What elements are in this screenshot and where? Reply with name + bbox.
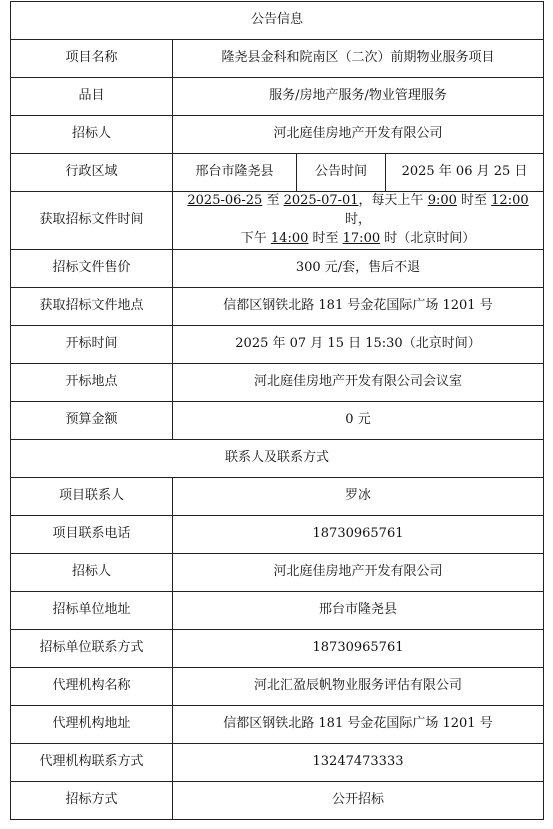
doc-text-am-end: 时，: [345, 211, 372, 227]
doc-pm-end: 17:00: [342, 230, 381, 246]
table-row: [11, 192, 544, 250]
doc-text-pm: 下午: [240, 230, 271, 246]
label-region: 行政区域: [11, 154, 173, 192]
label-contact-tenderer: 招标人: [11, 553, 173, 591]
label-agency-contact: 代理机构联系方式: [11, 743, 173, 781]
label-opening-location: 开标地点: [11, 363, 173, 401]
value-agency-contact: 13247473333: [173, 743, 544, 781]
label-doc-time: 获取招标文件时间: [11, 192, 173, 250]
value-opening-time: 2025 年 07 月 15 日 15:30（北京时间）: [173, 325, 544, 363]
value-category: 服务/房地产服务/物业管理服务: [173, 78, 544, 116]
label-project-contact: 项目联系人: [11, 477, 173, 515]
value-region: 邢台市隆尧县: [173, 154, 297, 192]
label-agency-address: 代理机构地址: [11, 705, 173, 743]
doc-time-line-2: [241, 231, 475, 246]
value-opening-location: 河北庭佳房地产开发有限公司会议室: [173, 363, 544, 401]
table-row: [11, 287, 544, 325]
label-project-phone: 项目联系电话: [11, 515, 173, 553]
value-agency-address: 信都区钢铁北路 181 号金花国际广场 1201 号: [173, 705, 544, 743]
label-tenderer: 招标人: [11, 116, 173, 154]
table-row: [11, 2, 544, 40]
table-row: [11, 515, 544, 553]
doc-date-from: 2025-06-25: [187, 193, 263, 208]
value-bid-method: 公开招标: [173, 781, 544, 819]
table-row: [11, 363, 544, 401]
table-row: [11, 40, 544, 78]
value-project-name: 隆尧县金科和院南区（二次）前期物业服务项目: [173, 40, 544, 78]
table-row: [11, 116, 544, 154]
value-project-contact: 罗冰: [173, 477, 544, 515]
label-tenderer-contact: 招标单位联系方式: [11, 629, 173, 667]
table-row: [11, 781, 544, 819]
table-row: [11, 591, 544, 629]
value-tenderer-address: 邢台市隆尧县: [173, 591, 544, 629]
value-doc-time: [173, 192, 544, 250]
label-publish-time: 公告时间: [297, 154, 386, 192]
value-contact-tenderer: 河北庭佳房地产开发有限公司: [173, 553, 544, 591]
table-row: [11, 154, 544, 192]
section-title-announcement: 公告信息: [11, 2, 544, 40]
label-doc-location: 获取招标文件地点: [11, 287, 173, 325]
label-agency-name: 代理机构名称: [11, 667, 173, 705]
doc-text-am-mid: 时至: [456, 193, 492, 208]
value-budget: 0 元: [173, 401, 544, 439]
label-bid-method: 招标方式: [11, 781, 173, 819]
value-publish-time: 2025 年 06 月 25 日: [386, 154, 544, 192]
table-row: [11, 743, 544, 781]
value-agency-name: 河北汇盈辰帆物业服务评估有限公司: [173, 667, 544, 705]
doc-text-pm-mid: 时至: [308, 230, 343, 246]
label-project-name: 项目名称: [11, 40, 173, 78]
announcement-table: [10, 1, 544, 820]
label-doc-price: 招标文件售价: [11, 249, 173, 287]
table-row: [11, 553, 544, 591]
table-row: [11, 705, 544, 743]
value-doc-location: 信都区钢铁北路 181 号金花国际广场 1201 号: [173, 287, 544, 325]
label-category: 品目: [11, 78, 173, 116]
doc-text-to: 至: [262, 193, 284, 208]
value-tenderer: 河北庭佳房地产开发有限公司: [173, 116, 544, 154]
table-row: [11, 477, 544, 515]
doc-time-line-1: [187, 193, 528, 227]
section-title-contacts: 联系人及联系方式: [11, 439, 544, 477]
table-row: [11, 78, 544, 116]
table-row: [11, 667, 544, 705]
doc-date-to: 2025-07-01: [283, 193, 359, 208]
value-tenderer-contact: 18730965761: [173, 629, 544, 667]
doc-am-start: 9:00: [427, 193, 457, 208]
table-row: [11, 439, 544, 477]
doc-text-pm-end: 时（北京时间）: [380, 230, 476, 246]
doc-am-end: 12:00: [491, 193, 529, 208]
table-row: [11, 325, 544, 363]
value-project-phone: 18730965761: [173, 515, 544, 553]
label-tenderer-address: 招标单位地址: [11, 591, 173, 629]
table-row: [11, 401, 544, 439]
table-row: [11, 249, 544, 287]
doc-text-daily: ，每天上午: [358, 193, 428, 208]
doc-pm-start: 14:00: [270, 230, 309, 246]
label-budget: 预算金额: [11, 401, 173, 439]
value-doc-price: 300 元/套，售后不退: [173, 249, 544, 287]
label-opening-time: 开标时间: [11, 325, 173, 363]
table-row: [11, 629, 544, 667]
